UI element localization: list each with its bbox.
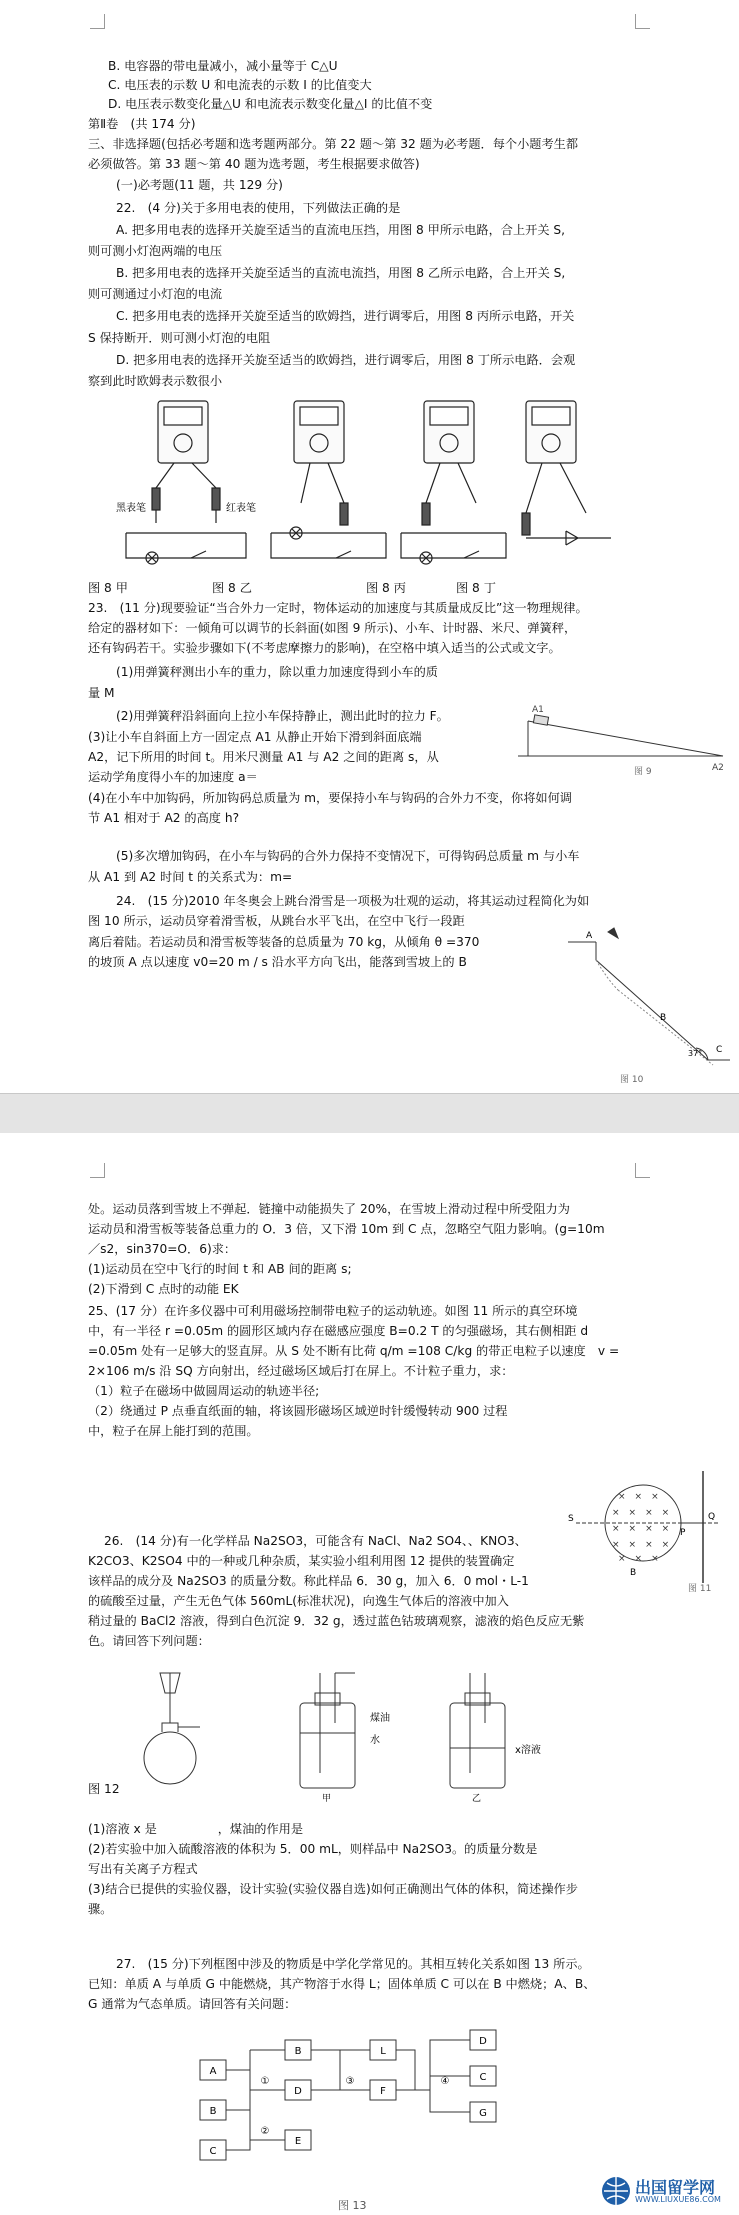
text-line: 还有钩码若干。实验步骤如下(不考虑摩擦力的影响)，在空格中填入适当的公式或文字。: [88, 641, 561, 655]
option-b: B. 把多用电表的选择开关旋至适当的直流电流挡，用图 8 乙所示电路，合上开关 S,: [116, 266, 566, 280]
text-line: =0.05m 处有一足够大的竖直屏。从 S 处不断有比荷 q/m =108 C/kg 的带正电粒子以速度 v =: [88, 1344, 620, 1358]
angle-label: 37°: [688, 1049, 703, 1058]
point-a2-label: A2: [712, 763, 724, 773]
text-line: G 通常为气态单质。请回答有关问题：: [88, 1997, 297, 2011]
figure-10-ski-slope: [548, 920, 733, 1085]
field-b-label: B: [630, 1568, 637, 1578]
box-label-d: D: [294, 2086, 302, 2097]
figure-13-caption: 图 13: [338, 2199, 367, 2212]
red-probe-label: 红表笔: [226, 503, 256, 514]
question-26-stem: 26. (14 分)有一化学样品 Na2SO3，可能含有 NaCl、Na2 SO4、、KNO3、: [104, 1534, 527, 1548]
text-line: K2CO3、K2SO4 中的一种或几种杂质，某实验小组利用图 12 提供的装置确定: [88, 1554, 515, 1568]
text-line: (一)必考题(11 题，共 129 分): [116, 178, 283, 192]
point-a1-label: A1: [532, 705, 544, 715]
question-27-stem: 27. (15 分)下列框图中涉及的物质是中学化学常见的。其相互转化关系如图 13 所示。: [116, 1957, 590, 1971]
option-a: A. 把多用电表的选择开关旋至适当的直流电压挡，用图 8 甲所示电路，合上开关 S,: [116, 223, 566, 237]
point-a-label: A: [586, 931, 593, 941]
text-line: 中，有一半径 r =0.05m 的圆形区域内存在磁感应强度 B=0.2 T 的匀强磁场，其右侧相距 d: [88, 1324, 589, 1338]
text-line: 运动学角度得小车的加速度 a＝: [88, 770, 258, 784]
kerosene-label: 煤油: [370, 1713, 390, 1724]
text-line: (2)下滑到 C 点时的动能 EK: [88, 1282, 239, 1296]
figure-9-caption: 图 9: [634, 767, 652, 776]
figure-12-apparatus: [130, 1663, 580, 1803]
step-1-label: ①: [260, 2076, 270, 2087]
text-line: (2)用弹簧秤沿斜面向上拉小车保持静止，测出此时的拉力 F。: [116, 709, 449, 723]
text-line: B. 电容器的带电量减小，减小量等于 C△U: [108, 59, 338, 73]
text-line: S 保持断开．则可测小灯泡的电阻: [88, 331, 271, 345]
text-line: (5)多次增加钩码，在小车与钩码的合外力保持不变情况下，可得钩码总质量 m 与小车: [116, 849, 580, 863]
page-corner-mark: [635, 1163, 650, 1178]
question-23-stem: 23. (11 分)现要验证“当合外力一定时，物体运动的加速度与其质量成反比”这一物理规律。: [88, 601, 588, 615]
x-solution-label: x溶液: [515, 1745, 541, 1756]
text-line: 的硫酸至过量，产生无色气体 560mL(标准状况)，向逸生气体后的溶液中加入: [88, 1594, 509, 1608]
text-line: 中，粒子在屏上能打到的范围。: [88, 1424, 259, 1438]
page-separator: [0, 1093, 739, 1135]
figure-8-caption-ding: 图 8 丁: [456, 581, 496, 595]
text-line: ／s2，sin370=O．6)求：: [88, 1242, 237, 1256]
svg-text:× × ×: × × ×: [618, 1554, 659, 1564]
page-corner-mark: [635, 14, 650, 29]
option-c: C. 把多用电表的选择开关旋至适当的欧姆挡，进行调零后，用图 8 丙所示电路，开关: [116, 309, 575, 323]
text-line: 运动员和滑雪板等装备总重力的 O．3 倍，又下滑 10m 到 C 点，忽略空气阻力影响。(g=10m: [88, 1222, 605, 1236]
text-line: 处。运动员落到雪坡上不弹起．链撞中动能损失了 20%，在雪坡上滑动过程中所受阻力为: [88, 1202, 570, 1216]
box-label-b2: B: [294, 2046, 302, 2057]
figure-12-caption: 图 12: [88, 1782, 120, 1796]
text-line: 必须做答。第 33 题～第 40 题为选考题，考生根据要求做答): [88, 157, 420, 171]
option-d: D. 把多用电表的选择开关旋至适当的欧姆挡，进行调零后，用图 8 丁所示电路．会观: [116, 353, 576, 367]
box-label-d2: D: [479, 2036, 487, 2047]
text-line: （1）粒子在磁场中做圆周运动的轨迹半径;: [88, 1384, 320, 1398]
box-label-a: A: [209, 2066, 217, 2077]
text-line: 从 A1 到 A2 时间 t 的关系式为：m=: [88, 870, 293, 884]
watermark-url: WWW.LIUXUE86.COM: [635, 2195, 721, 2204]
document-page-1: [0, 0, 739, 1093]
figure-8-caption-yi: 图 8 乙: [212, 581, 252, 595]
point-b-label: B: [660, 1013, 667, 1023]
point-s-label: S: [568, 1514, 574, 1524]
text-line: (1)运动员在空中飞行的时间 t 和 AB 间的距离 s;: [88, 1262, 352, 1276]
text-line: 给定的器材如下：一倾角可以调节的长斜面(如图 9 所示)、小车、计时器、米尺、弹簧秤，: [88, 621, 577, 635]
watermark-logo-text: 出国留学网: [635, 2178, 716, 2197]
box-label-f: F: [380, 2086, 386, 2097]
figure-11-magnetic-field: [568, 1463, 733, 1593]
text-line: (1)用弹簧秤测出小车的重力，除以重力加速度得到小车的质: [116, 665, 438, 679]
box-label-l: L: [380, 2046, 386, 2057]
text-line: 稍过量的 BaCl2 溶液，得到白色沉淀 9．32 g，透过蓝色钴玻璃观察，滤液的焰色反应无紫: [88, 1614, 585, 1628]
question-24-stem: 24. (15 分)2010 年冬奥会上跳台滑雪是一项极为壮观的运动，将其运动过程简化为如: [116, 894, 590, 908]
svg-text:× × × ×: × × × ×: [612, 1540, 670, 1550]
text-line: D. 电压表示数变化量△U 和电流表示数变化量△I 的比值不变: [108, 97, 433, 111]
section-heading: 第Ⅱ卷 (共 174 分): [88, 117, 196, 131]
box-label-g: G: [479, 2108, 487, 2119]
water-label: 水: [370, 1735, 380, 1746]
text-line: C. 电压表的示数 U 和电流表的示数 I 的比值变大: [108, 78, 372, 92]
text-line: 写出有关离子方程式: [88, 1862, 198, 1876]
figure-13-flowchart: [190, 2028, 530, 2203]
text-line: 节 A1 相对于 A2 的高度 h?: [88, 811, 240, 825]
text-line: A2，记下所用的时间 t。用米尺测量 A1 与 A2 之间的距离 s，从: [88, 750, 439, 764]
point-c-label: C: [716, 1045, 723, 1055]
watermark-logo: [600, 2173, 735, 2211]
black-probe-label: 黑表笔: [116, 503, 146, 514]
bottle-yi-label: 乙: [472, 1794, 482, 1803]
text-line: 量 M: [88, 686, 115, 700]
box-label-e: E: [294, 2136, 302, 2147]
text-line: 离后着陆。若运动员和滑雪板等装备的总质量为 70 kg，从倾角 θ =370: [88, 935, 480, 949]
svg-text:× × ×: × × ×: [618, 1492, 659, 1502]
page-corner-mark: [90, 1163, 105, 1178]
step-3-label: ③: [345, 2076, 355, 2087]
step-4-label: ④: [440, 2076, 450, 2087]
text-line: 三、非选择题(包括必考题和选考题两部分。第 22 题～第 32 题为必考题．每个小题考生都: [88, 137, 579, 151]
figure-9-incline: [508, 676, 733, 776]
text-line: 则可测小灯泡两端的电压: [88, 244, 223, 258]
document-page-2: [0, 1133, 739, 2215]
page-corner-mark: [90, 14, 105, 29]
text-line: 察到此时欧姆表示数很小: [88, 374, 223, 388]
figure-10-caption: 图 10: [620, 1075, 644, 1085]
question-22-stem: 22. (4 分)关于多用电表的使用，下列做法正确的是: [116, 201, 401, 215]
step-2-label: ②: [260, 2126, 270, 2137]
text-line: 则可测通过小灯泡的电流: [88, 287, 223, 301]
text-line: (4)在小车中加钩码，所加钩码总质量为 m，要保持小车与钩码的合外力不变，你将如何调: [88, 791, 572, 805]
svg-text:× × × ×: × × × ×: [612, 1524, 670, 1534]
text-line: 色。请回答下列问题：: [88, 1634, 210, 1648]
question-25-stem: 25、(17 分）在许多仪器中可利用磁场控制带电粒子的运动轨迹。如图 11 所示的真空环境: [88, 1304, 578, 1318]
text-line: (3)结合已提供的实验仪器，设计实验(实验仪器自选)如何正确测出气体的体积，简述操作步: [88, 1882, 578, 1896]
figure-8-caption-jia: 图 8 甲: [88, 581, 128, 595]
figure-8-multimeter-circuits: [96, 393, 616, 568]
text-line: 骤。: [88, 1902, 113, 1916]
svg-text:× × × ×: × × × ×: [612, 1508, 670, 1518]
globe-icon: [600, 2175, 632, 2207]
text-line: (1)溶液 x 是 ，煤油的作用是: [88, 1822, 304, 1836]
point-p-label: P: [680, 1528, 686, 1538]
box-label-c: C: [209, 2146, 217, 2157]
text-line: 该样品的成分及 Na2SO3 的质量分数。称此样品 6．30 g，加入 6．0 mol・L-1: [88, 1574, 529, 1588]
text-line: 2×106 m/s 沿 SQ 方向射出，经过磁场区域后打在屏上。不计粒子重力，求：: [88, 1364, 514, 1378]
box-label-b: B: [209, 2106, 217, 2117]
text-line: 已知：单质 A 与单质 G 中能燃烧，其产物溶于水得 L；固体单质 C 可以在 B 中燃烧；A、B、: [88, 1977, 596, 1991]
text-line: 的坡顶 A 点以速度 v0=20 m / s 沿水平方向飞出，能落到雪坡上的 B: [88, 955, 467, 969]
text-line: （2）绕通过 P 点垂直纸面的轴，将该圆形磁场区域逆时针缓慢转动 900 过程: [88, 1404, 508, 1418]
point-q-label: Q: [708, 1512, 716, 1522]
text-line: 图 10 所示，运动员穿着滑雪板，从跳台水平飞出，在空中飞行一段距: [88, 914, 465, 928]
figure-8-caption-bing: 图 8 丙: [366, 581, 406, 595]
figure-11-caption: 图 11: [688, 1584, 712, 1593]
text-line: (3)让小车自斜面上方一固定点 A1 从静止开始下滑到斜面底端: [88, 730, 422, 744]
bottle-jia-label: 甲: [322, 1794, 332, 1803]
box-label-c2: C: [479, 2072, 487, 2083]
text-line: (2)若实验中加入硫酸溶液的体积为 5．00 mL，则样品中 Na2SO3。的质量分数是: [88, 1842, 538, 1856]
